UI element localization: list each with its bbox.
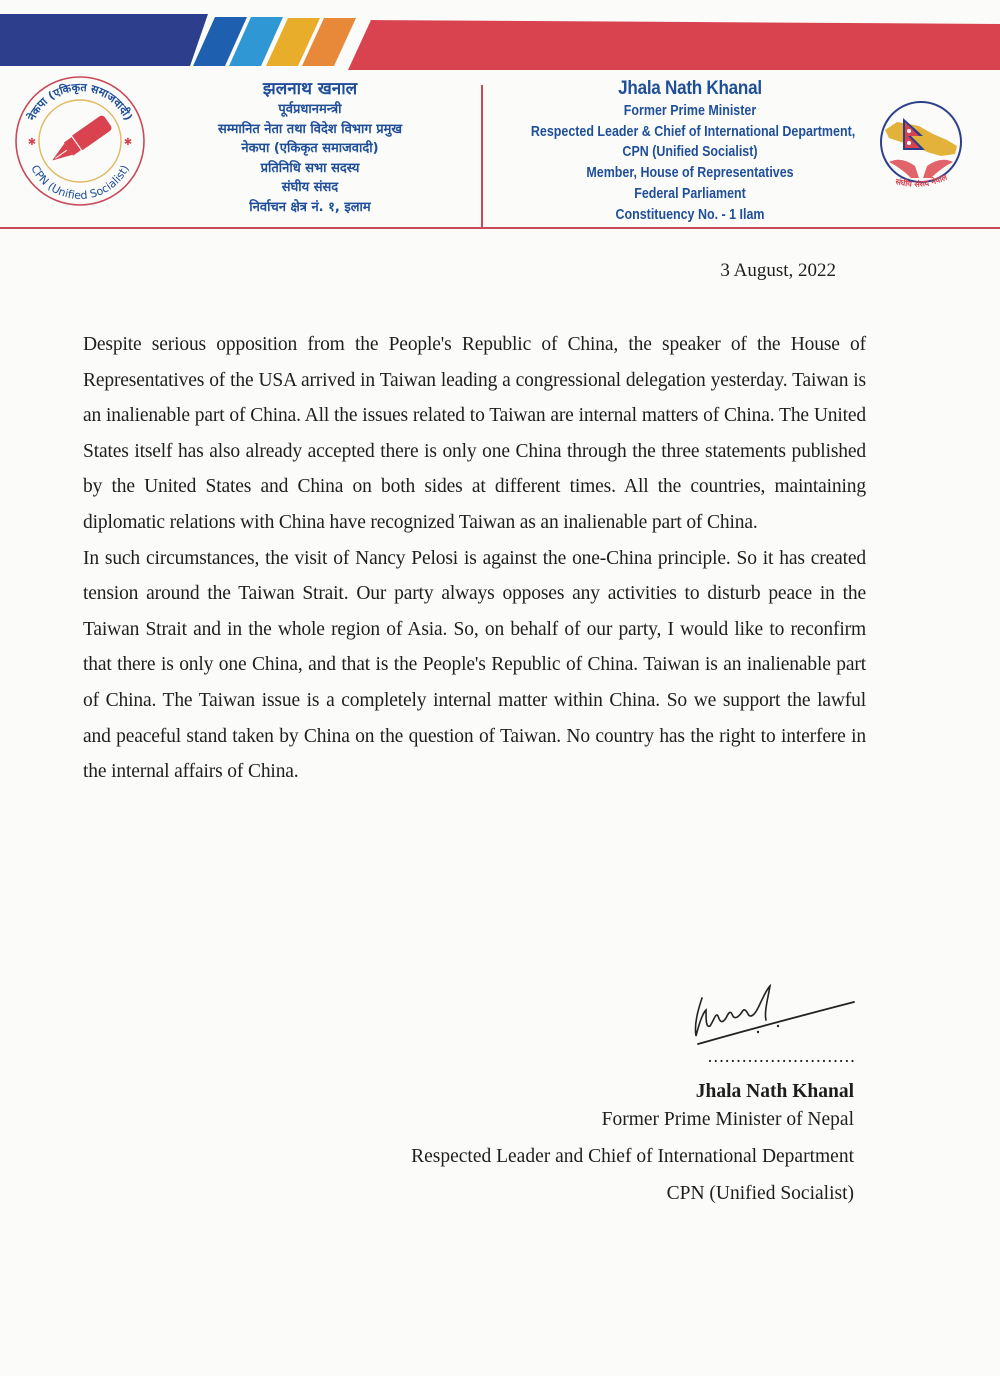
body-paragraph: In such circumstances, the visit of Nancy Pelosi is against the one-China principle. So it has created tension around the Taiwan Strait. Our party always opposes any activities to disturb peace in the Taiwan Strait and in the whole region of Asia. So, on behalf of our party, I would like to reconfirm that there is only one China, and that is the People's Republic of China. Taiwan is an inalienable part of China. The Taiwan issue is a completely internal matter within China. So we support the lawful and peaceful stand taken by China on the question of Taiwan. No country has the right to interfere in the internal affairs of China.: [83, 547, 866, 783]
star-icon: ✱: [123, 137, 133, 148]
letterhead-nepali-block: [180, 78, 440, 217]
letterhead-english-block: [505, 77, 875, 225]
federal-parliament-logo: [875, 100, 967, 200]
body-paragraph: Despite serious opposition from the People's Republic of China, the speaker of the House of Representatives of the USA arrived in Taiwan leading a congressional delegation yesterday. Taiwan is an inalienable part of China. All the issues related to Taiwan are internal matters of China. The United States itself has also already accepted there is only one China through the three statements published by the United States and China on both sides at different times. All the countries, maintaining diplomatic relations with China have recognized Taiwan as an inalienable part of China.: [83, 334, 866, 533]
nepali-line: निर्वाचन क्षेत्र नं. १, इलाम: [249, 199, 371, 215]
star-icon: ✱: [27, 137, 37, 148]
signatory-title: Former Prime Minister of Nepal: [601, 1109, 854, 1130]
nepali-line: संघीय संसद: [281, 180, 339, 195]
sender-name-english: Jhala Nath Khanal: [618, 78, 762, 99]
signatory-name: Jhala Nath Khanal: [695, 1081, 854, 1102]
nepali-line: नेकपा (एकिकृत समाजवादी): [241, 141, 379, 156]
signature-dotted-line: ..........................: [707, 1046, 856, 1066]
sender-name-nepali: झलनाथ खनाल: [262, 79, 358, 99]
header-horizontal-rule: [0, 227, 1000, 229]
logo-ring-text-english: CPN (Unified Socialist): [28, 162, 132, 203]
stripe-red: [348, 20, 1000, 70]
signature-block: [411, 1078, 854, 1212]
english-line: Former Prime Minister: [623, 103, 757, 119]
nepali-line: पूर्वप्रधानमन्त्री: [278, 102, 342, 117]
nepali-line: प्रतिनिधि सभा सदस्य: [260, 160, 360, 176]
logo-ring-text-nepali: नेकपा (एकिकृत समाजवादी): [25, 80, 135, 123]
handwritten-signature: [680, 980, 860, 1050]
english-line: Federal Parliament: [634, 185, 746, 202]
nepal-map-icon: [885, 122, 957, 156]
letter-body: [83, 327, 866, 790]
signatory-party: CPN (Unified Socialist): [666, 1183, 854, 1204]
letterhead-stripe-band: [0, 0, 1000, 70]
english-line: CPN (Unified Socialist): [622, 144, 758, 161]
stripe-navy: [0, 14, 208, 66]
english-line: Member, House of Representatives: [586, 165, 794, 182]
letter-date: 3 August, 2022: [720, 260, 836, 281]
signatory-role: Respected Leader and Chief of International Department: [411, 1146, 854, 1167]
nepali-line: सम्मानित नेता तथा विदेश विभाग प्रमुख: [217, 121, 403, 137]
fountain-pen-icon: [47, 114, 113, 168]
english-line: Respected Leader & Chief of International Department,: [530, 123, 856, 140]
logo-caption: संघीय संसद नेपाल: [894, 172, 949, 189]
header-vertical-divider: [481, 85, 483, 227]
english-line: Constituency No. - 1 Ilam: [615, 206, 765, 223]
cpn-us-party-logo: [12, 73, 148, 209]
